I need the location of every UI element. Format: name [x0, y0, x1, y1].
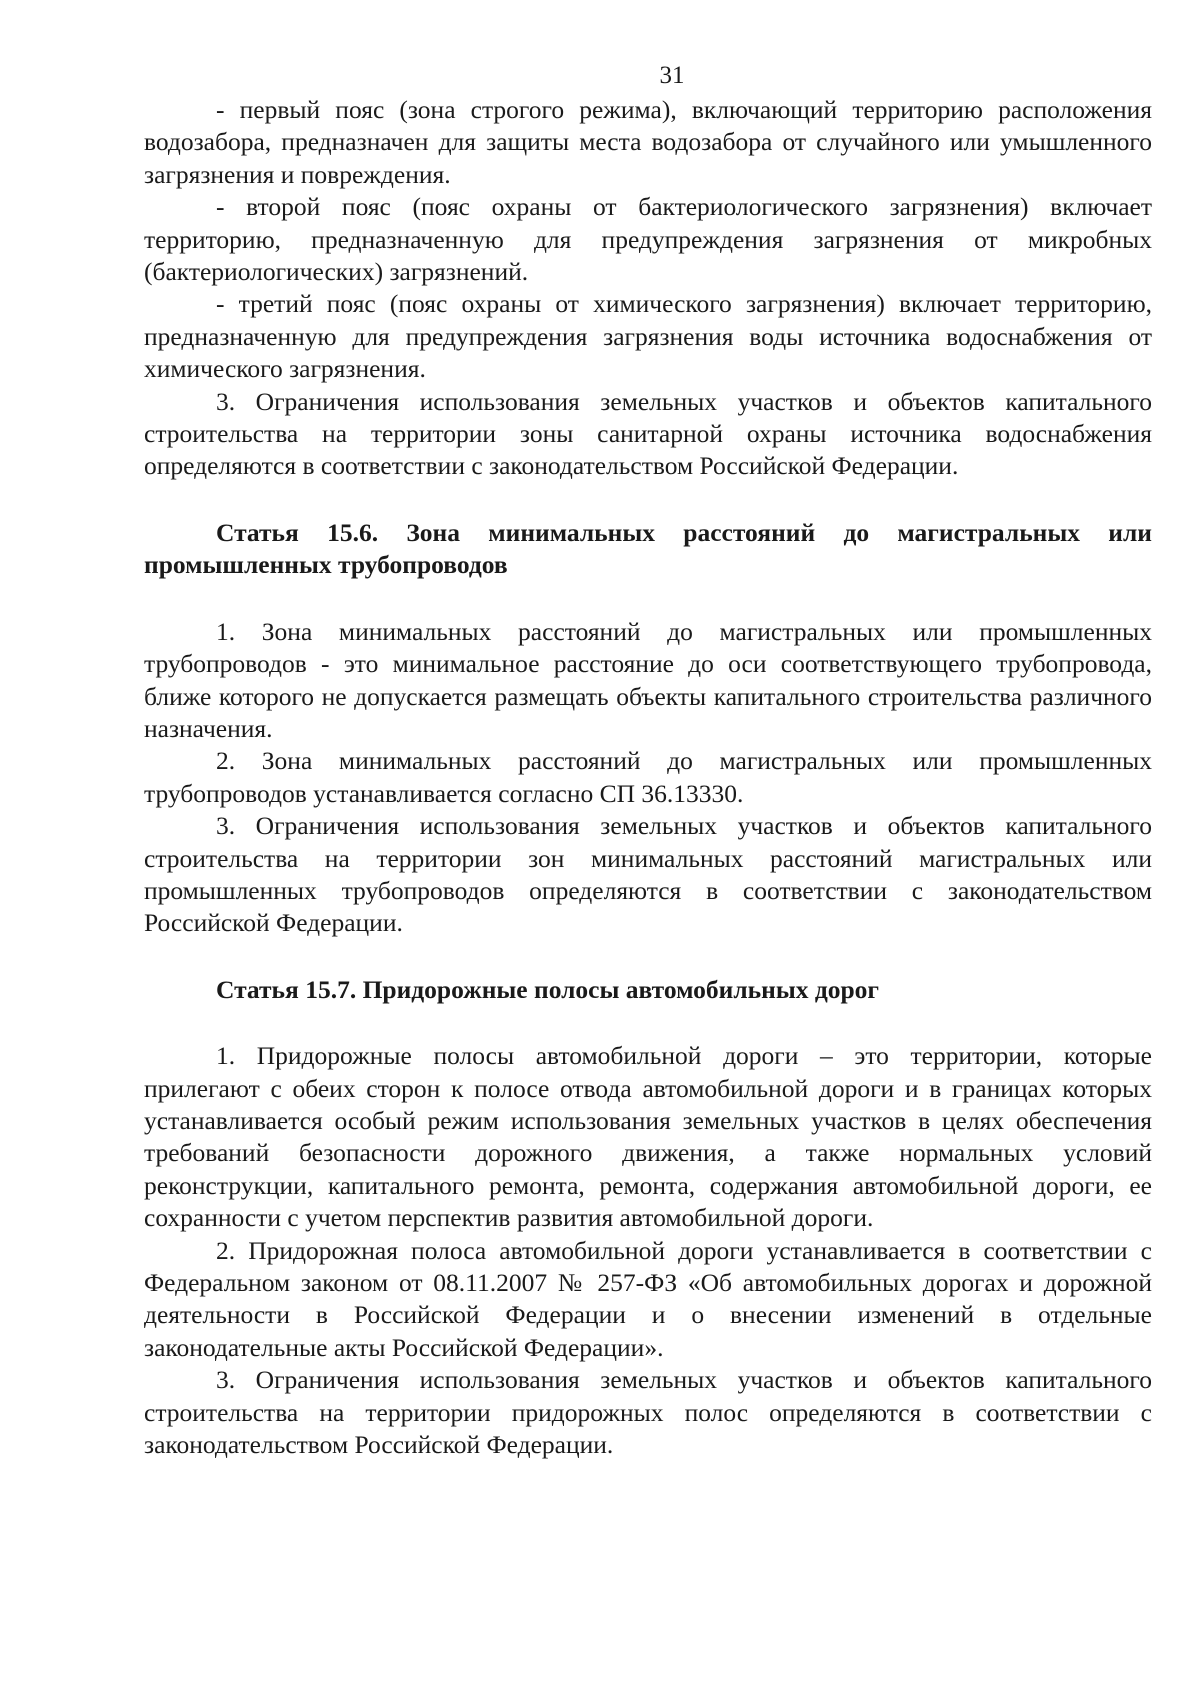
page-number: 31 — [659, 62, 685, 89]
article-15-6-paragraph-2: 2. Зона минимальных расстояний до магистральных или промышленных трубопроводов устанавливается согласно СП 36.13330. — [144, 746, 1152, 808]
belt-second-paragraph: - второй пояс (пояс охраны от бактериологического загрязнения) включает территорию, предназначенную для предупреждения загрязнения от микробных (бактериологических) загрязнений. — [144, 192, 1152, 287]
article-15-7 — [144, 974, 1152, 1462]
article-15-6-paragraph-1: 1. Зона минимальных расстояний до магистральных или промышленных трубопроводов - это минимальное расстояние до оси соответствующего трубопровода, ближе которого не допускается размещать объекты капитального строительства различного назначения. — [144, 616, 1152, 743]
intro-section — [144, 94, 1152, 483]
belt-first-paragraph: - первый пояс (зона строгого режима), включающий территорию расположения водозабора, предназначен для защиты места водозабора от случайного или умышленного загрязнения и повреждения. — [144, 95, 1152, 189]
belt-third-paragraph: - третий пояс (пояс охраны от химического загрязнения) включает территорию, предназначенную для предупреждения загрязнения воды источника водоснабжения от химического загрязнения. — [144, 289, 1152, 384]
article-15-7-heading: Статья 15.7. Придорожные полосы автомобильных дорог — [216, 974, 880, 1004]
sanitary-zone-restrictions-paragraph: 3. Ограничения использования земельных участков и объектов капитального строительства на территории зоны санитарной охраны источника водоснабжения определяются в соответствии с законодательством Российской Федерации. — [144, 386, 1152, 481]
article-15-6 — [144, 517, 1152, 940]
document-page — [144, 60, 1152, 1461]
article-15-7-paragraph-2: 2. Придорожная полоса автомобильной дороги устанавливается в соответствии с Федеральном законом от 08.11.2007 № 257-ФЗ «Об автомобильных дорогах и дорожной деятельности в Российской Федерации и о внесении изменений в отдельные законодательные акты Российской Федерации». — [144, 1235, 1152, 1362]
article-15-7-paragraph-1: 1. Придорожные полосы автомобильной дороги – это территории, которые прилегают с обеих сторон к полосе отвода автомобильной дороги и в границах которых устанавливается особый режим использования земельных участков в целях обеспечения требований безопасности дорожного движения, а также нормальных условий реконструкции, капитального ремонта, ремонта, содержания автомобильной дороги, ее сохранности с учетом перспектив развития автомобильной дороги. — [144, 1041, 1152, 1233]
article-15-6-paragraph-3: 3. Ограничения использования земельных участков и объектов капитального строительства на территории зон минимальных расстояний магистральных или промышленных трубопроводов определяются в соответствии с законодательством Российской Федерации. — [144, 811, 1152, 938]
article-15-6-heading: Статья 15.6. Зона минимальных расстояний до магистральных или промышленных трубопроводов — [144, 517, 1152, 580]
article-15-7-paragraph-3: 3. Ограничения использования земельных участков и объектов капитального строительства на территории придорожных полос определяются в соответствии с законодательством Российской Федерации. — [144, 1365, 1152, 1460]
